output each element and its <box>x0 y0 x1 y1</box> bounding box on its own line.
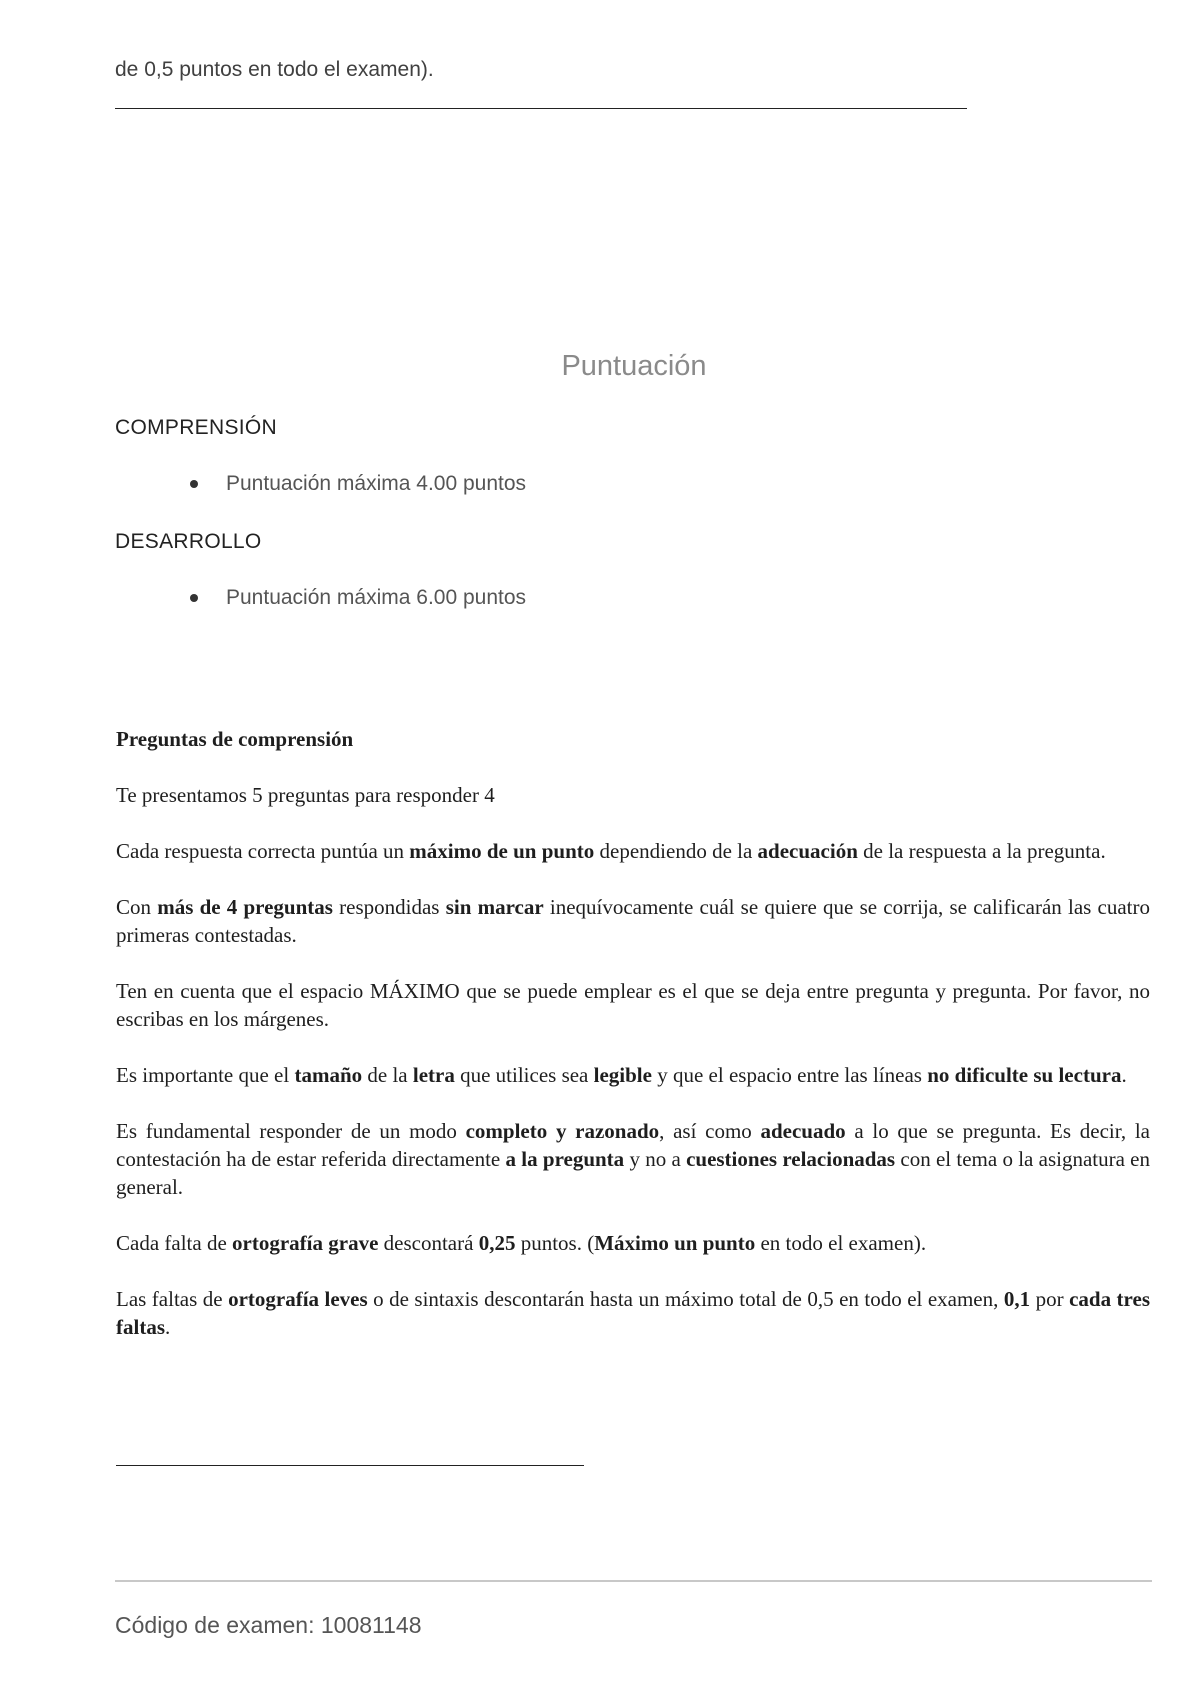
instructions-intro: Te presentamos 5 preguntas para responder 4 <box>116 783 495 807</box>
list-item-label: Puntuación máxima 6.00 puntos <box>226 586 527 609</box>
paragraph-1: Cada respuesta correcta puntúa un máximo de un punto dependiendo de la adecuación de la respuesta a la pregunta. <box>116 839 1106 863</box>
bullet-icon <box>190 480 198 488</box>
continuation-line: de 0,5 puntos en todo el examen). <box>115 58 434 81</box>
exam-code: Código de examen: 10081148 <box>115 1612 422 1638</box>
instructions-block <box>116 725 1150 1341</box>
paragraph-4: Es importante que el tamaño de la letra que utilices sea legible y que el espacio entre las líneas no dificulte su lectura. <box>116 1063 1127 1087</box>
paragraph-3: Ten en cuenta que el espacio MÁXIMO que se puede emplear es el que se deja entre pregunta y pregunta. Por favor, no escribas en los márgenes. <box>116 979 1150 1031</box>
section-end-divider <box>116 1465 584 1466</box>
paragraph-2: Con más de 4 preguntas respondidas sin marcar inequívocamente cuál se quiere que se corrija, se calificarán las cuatro primeras contestadas. <box>116 895 1150 947</box>
list-item <box>190 472 526 496</box>
list-item <box>190 586 526 610</box>
list-item-label: Puntuación máxima 4.00 puntos <box>226 472 527 495</box>
paragraph-5: Es fundamental responder de un modo completo y razonado, así como adecuado a lo que se pregunta. Es decir, la contestación ha de estar referida directamente a la pregunta y no a cuestiones relacionadas con el tema o la asignatura en general. <box>116 1119 1150 1199</box>
footer-divider <box>115 1580 1152 1582</box>
section-heading-desarrollo: DESARROLLO <box>115 530 262 553</box>
scoring-title: Puntuación <box>561 350 707 382</box>
section-heading-comprension: COMPRENSIÓN <box>115 416 277 439</box>
bullet-icon <box>190 594 198 602</box>
paragraph-7: Las faltas de ortografía leves o de sintaxis descontarán hasta un máximo total de 0,5 en todo el examen, 0,1 por cada tres faltas. <box>116 1287 1150 1339</box>
instructions-heading: Preguntas de comprensión <box>116 727 354 751</box>
paragraph-6: Cada falta de ortografía grave descontará 0,25 puntos. (Máximo un punto en todo el examen). <box>116 1231 927 1255</box>
top-divider <box>115 108 967 109</box>
